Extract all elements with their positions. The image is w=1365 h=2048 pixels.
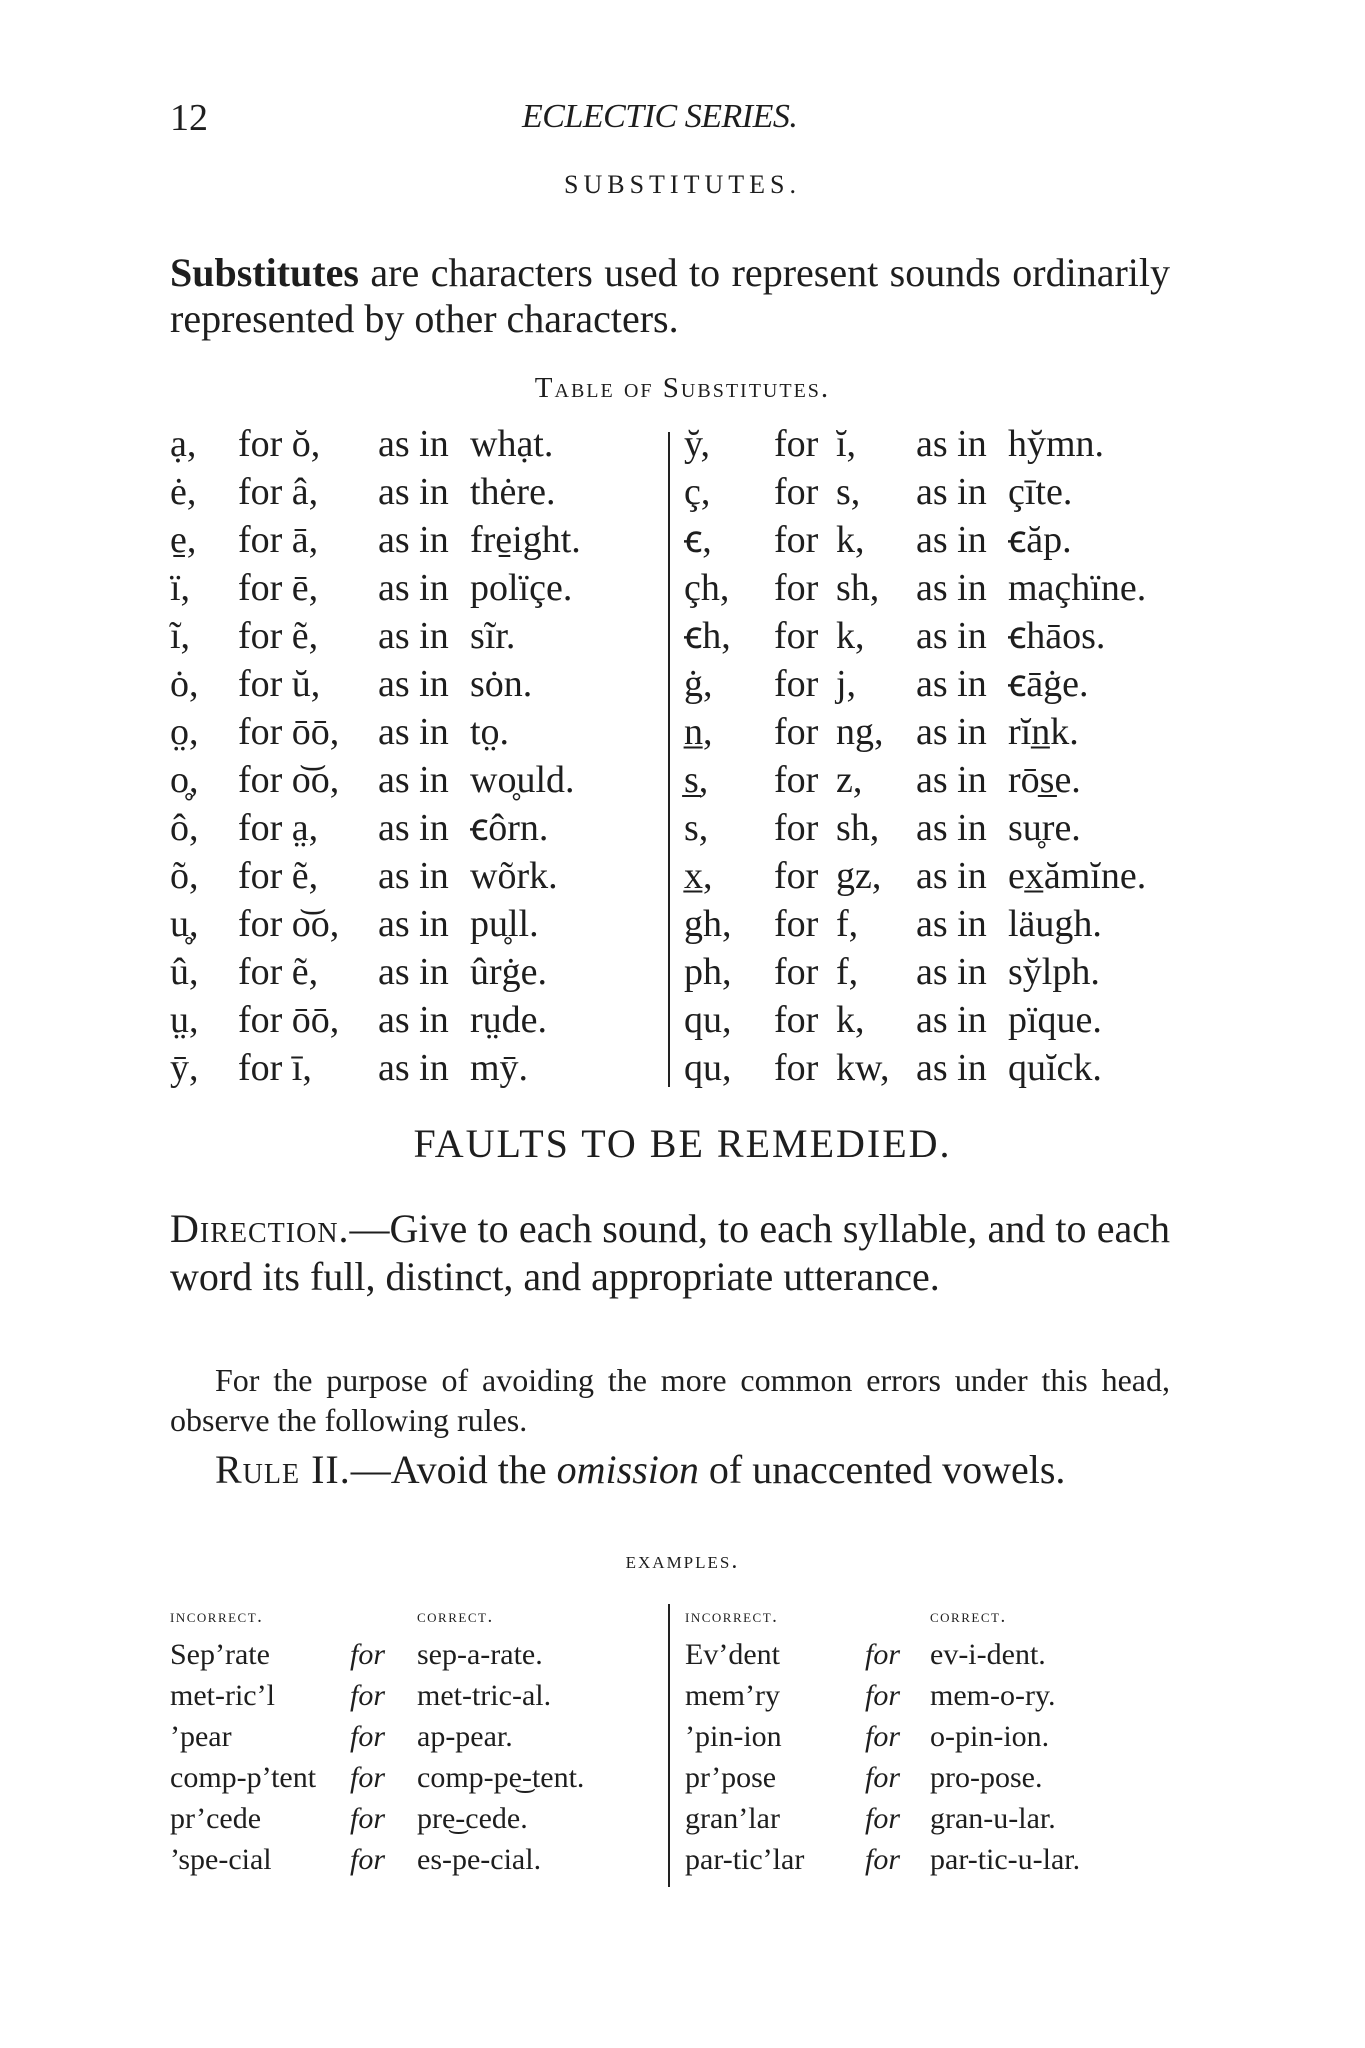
substitute-for: for [774, 615, 819, 657]
substitute-char: ạ, [170, 423, 197, 465]
example-incorrect: gran’lar [685, 1802, 780, 1835]
example-incorrect: Ev’dent [685, 1638, 780, 1671]
substitute-example-word: quĭck. [1008, 1047, 1102, 1089]
substitutes-table [170, 420, 1210, 1100]
substitute-as-in: as in [916, 711, 987, 753]
substitute-char: ç, [684, 471, 711, 513]
substitute-for: for [774, 759, 819, 801]
substitute-as-in: as in [916, 999, 987, 1041]
running-title: ECLECTIC SERIES. [522, 98, 798, 135]
substitute-for: for [774, 807, 819, 849]
substitute-example-word: sȯn. [470, 663, 533, 705]
example-incorrect: Sep’rate [170, 1638, 270, 1671]
substitute-char: y̆, [684, 423, 711, 465]
correct-header: correct. [930, 1606, 1007, 1627]
substitute-char: o̥, [170, 759, 199, 801]
direction-paragraph [170, 1205, 1170, 1301]
intro-text: are characters used to represent sounds ordinarily represented by other characters. [170, 250, 1170, 341]
substitute-as-in: as in [916, 423, 987, 465]
substitute-as-in: as in [916, 807, 987, 849]
purpose-paragraph: For the purpose of avoiding the more common errors under this head, observe the following rules. [170, 1362, 1170, 1438]
substitute-char: n̲, [684, 711, 713, 753]
example-row [685, 1675, 1185, 1716]
substitute-for: for ŏ, [238, 423, 321, 465]
example-incorrect: mem’ry [685, 1679, 780, 1712]
example-for: for [350, 1638, 386, 1671]
example-for: for [350, 1802, 386, 1835]
substitute-example-word: rōs̲e. [1008, 759, 1081, 801]
substitute-char: ꞓ, [684, 519, 712, 561]
substitute-char: gh, [684, 903, 732, 945]
substitute-for: for ē, [238, 567, 319, 609]
example-incorrect: ’pin-ion [685, 1720, 782, 1753]
substitute-char: ṳ, [170, 999, 199, 1041]
examples-heading: examples. [625, 1548, 740, 1574]
substitute-example-word: ꞓhāos. [1008, 615, 1106, 657]
example-correct: sep-a-rate. [417, 1638, 543, 1671]
example-correct: par-tic-u-lar. [930, 1843, 1081, 1876]
running-head [170, 96, 1170, 144]
substitute-sound: z, [836, 759, 863, 801]
substitute-example-word: ûrġe. [470, 951, 548, 993]
substitute-example-word: pu̥ll. [470, 903, 539, 945]
substitute-for: for [774, 567, 819, 609]
example-incorrect: ’pear [170, 1720, 232, 1753]
substitute-as-in: as in [916, 903, 987, 945]
substitute-char: ġ, [684, 663, 713, 705]
substitute-example-word: hy̆mn. [1008, 423, 1105, 465]
substitute-example-word: läugh. [1008, 903, 1102, 945]
substitute-as-in: as in [378, 567, 449, 609]
substitute-for: for o͝o, [238, 903, 340, 945]
substitute-for: for [774, 471, 819, 513]
substitute-char: ꞓh, [684, 615, 731, 657]
page-number: 12 [170, 97, 208, 139]
substitute-as-in: as in [916, 567, 987, 609]
example-for: for [865, 1802, 901, 1835]
substitute-char: x̲, [684, 855, 713, 897]
substitute-for: for o͝o, [238, 759, 340, 801]
table-title: Table of Substitutes. [534, 372, 831, 404]
substitute-char: o̤, [170, 711, 199, 753]
substitute-as-in: as in [378, 759, 449, 801]
substitute-example-word: ꞓôrn. [470, 807, 549, 849]
substitute-char: qu, [684, 999, 732, 1041]
substitute-for: for ẽ, [238, 615, 319, 657]
example-correct: pre͜-cede. [417, 1802, 528, 1835]
substitute-sound: f, [836, 951, 859, 993]
substitute-for: for ẽ, [238, 855, 319, 897]
substitute-for: for ī, [238, 1047, 312, 1089]
substitute-char: u̥, [170, 903, 199, 945]
example-row [685, 1634, 1185, 1675]
substitute-for: for [774, 423, 819, 465]
incorrect-header: incorrect. [685, 1606, 779, 1627]
example-for: for [865, 1843, 901, 1876]
section-title: SUBSTITUTES. [564, 170, 801, 199]
substitute-as-in: as in [916, 1047, 987, 1089]
substitute-sound: sh, [836, 567, 880, 609]
example-correct: es-pe-cial. [417, 1843, 542, 1876]
substitute-char: ô, [170, 807, 199, 849]
substitute-sound: kw, [836, 1047, 890, 1089]
column-divider [668, 432, 670, 1087]
substitute-as-in: as in [378, 999, 449, 1041]
substitute-char: õ, [170, 855, 199, 897]
rule-emphasis: omission [556, 1447, 699, 1492]
substitute-example-word: thėre. [470, 471, 556, 513]
substitute-example-word: pïque. [1008, 999, 1102, 1041]
rule-heading [215, 1446, 1175, 1494]
substitute-example-word: su̥re. [1008, 807, 1081, 849]
example-incorrect: comp-p’tent [170, 1761, 317, 1794]
substitute-example-word: wo̥uld. [470, 759, 575, 801]
substitute-char: e̱, [170, 519, 197, 561]
substitute-char: û, [170, 951, 199, 993]
substitute-as-in: as in [916, 951, 987, 993]
example-row [170, 1675, 670, 1716]
example-correct: comp-pe͜-tent. [417, 1761, 585, 1794]
substitute-for: for ẽ, [238, 951, 319, 993]
substitute-sound: sh, [836, 807, 880, 849]
rule-text-before: —Avoid the [350, 1447, 557, 1492]
substitute-example-word: çīte. [1008, 471, 1073, 513]
example-correct: ap-pear. [417, 1720, 513, 1753]
example-incorrect: par-tic’lar [685, 1843, 805, 1876]
direction-label: Direction. [170, 1206, 350, 1251]
substitute-as-in: as in [916, 855, 987, 897]
substitute-example-word: whạt. [470, 423, 554, 465]
example-row [170, 1716, 670, 1757]
example-row [170, 1634, 670, 1675]
example-incorrect: met-ric’l [170, 1679, 275, 1712]
substitute-sound: k, [836, 615, 865, 657]
substitute-example-word: to̤. [470, 711, 510, 753]
example-row [685, 1798, 1185, 1839]
substitute-for: for [774, 903, 819, 945]
correct-header: correct. [417, 1606, 494, 1627]
substitute-char: ȯ, [170, 663, 199, 705]
substitute-as-in: as in [916, 519, 987, 561]
substitute-sound: f, [836, 903, 859, 945]
rule-text-after: of unaccented vowels. [698, 1447, 1066, 1492]
substitute-example-word: ꞓāġe. [1008, 663, 1089, 705]
faults-heading: FAULTS TO BE REMEDIED. [413, 1121, 952, 1166]
example-for: for [865, 1638, 901, 1671]
substitute-for: for ōō, [238, 999, 340, 1041]
substitute-sound: k, [836, 999, 865, 1041]
example-incorrect: pr’cede [170, 1802, 262, 1835]
substitute-as-in: as in [378, 615, 449, 657]
substitute-for: for [774, 999, 819, 1041]
substitute-char: ph, [684, 951, 732, 993]
substitute-as-in: as in [916, 471, 987, 513]
substitute-as-in: as in [378, 855, 449, 897]
intro-term: Substitutes [170, 250, 359, 295]
direction-text: —Give to each sound, to each syllable, and to each word its full, distinct, and appropriate utterance. [170, 1206, 1170, 1299]
substitute-example-word: mȳ. [470, 1047, 529, 1089]
substitute-for: for [774, 1047, 819, 1089]
substitute-as-in: as in [378, 807, 449, 849]
example-row [685, 1839, 1185, 1880]
example-row [170, 1798, 670, 1839]
example-row [170, 1839, 670, 1880]
substitute-for: for a̤, [238, 807, 319, 849]
example-for: for [865, 1720, 901, 1753]
example-for: for [865, 1679, 901, 1712]
example-row [170, 1757, 670, 1798]
example-row [685, 1757, 1185, 1798]
intro-paragraph [170, 250, 1170, 342]
substitute-example-word: wõrk. [470, 855, 558, 897]
example-for: for [350, 1679, 386, 1712]
substitute-example-word: ex̲ămĭne. [1008, 855, 1147, 897]
substitute-as-in: as in [916, 759, 987, 801]
substitute-for: for ā, [238, 519, 319, 561]
substitute-char: qu, [684, 1047, 732, 1089]
substitute-as-in: as in [378, 903, 449, 945]
substitute-for: for ōō, [238, 711, 340, 753]
substitute-char: s̲, [684, 759, 709, 801]
substitute-char: ĩ, [170, 615, 191, 657]
substitute-sound: gz, [836, 855, 882, 897]
example-incorrect: pr’pose [685, 1761, 777, 1794]
example-for: for [350, 1720, 386, 1753]
substitute-example-word: polïçe. [470, 567, 573, 609]
examples-header-row [685, 1600, 1185, 1634]
substitute-for: for [774, 519, 819, 561]
substitute-sound: k, [836, 519, 865, 561]
substitute-char: çh, [684, 567, 730, 609]
substitute-sound: s, [836, 471, 861, 513]
examples-divider [668, 1604, 670, 1887]
substitute-for: for [774, 855, 819, 897]
substitute-example-word: rĭn̲k. [1008, 711, 1079, 753]
rule-label: Rule II. [215, 1447, 351, 1492]
substitute-example-word: rṳde. [470, 999, 548, 1041]
example-correct: ev-i-dent. [930, 1638, 1046, 1671]
example-correct: gran-u-lar. [930, 1802, 1056, 1835]
substitute-as-in: as in [378, 711, 449, 753]
substitute-as-in: as in [916, 663, 987, 705]
substitute-example-word: sĩr. [470, 615, 516, 657]
example-correct: mem-o-ry. [930, 1679, 1056, 1712]
substitute-sound: ng, [836, 711, 884, 753]
substitute-char: s, [684, 807, 709, 849]
example-correct: pro-pose. [930, 1761, 1043, 1794]
substitute-for: for ŭ, [238, 663, 321, 705]
substitute-char: ȳ, [170, 1047, 199, 1089]
example-incorrect: ’spe-cial [170, 1843, 272, 1876]
substitute-sound: ĭ, [836, 423, 857, 465]
substitute-char: ï, [170, 567, 191, 609]
incorrect-header: incorrect. [170, 1606, 264, 1627]
substitute-as-in: as in [378, 663, 449, 705]
examples-header-row [170, 1600, 670, 1634]
examples-left-column [170, 1600, 670, 1880]
substitute-as-in: as in [378, 1047, 449, 1089]
substitute-example-word: sy̆lph. [1008, 951, 1100, 993]
substitute-example-word: maçhïne. [1008, 567, 1147, 609]
example-for: for [865, 1761, 901, 1794]
example-for: for [350, 1761, 386, 1794]
substitute-example-word: fre̱ight. [470, 519, 581, 561]
substitute-as-in: as in [378, 519, 449, 561]
substitute-sound: j, [836, 663, 857, 705]
substitute-as-in: as in [378, 951, 449, 993]
substitute-as-in: as in [916, 615, 987, 657]
example-for: for [350, 1843, 386, 1876]
substitute-for: for â, [238, 471, 319, 513]
example-correct: o-pin-ion. [930, 1720, 1050, 1753]
substitute-for: for [774, 951, 819, 993]
substitute-example-word: ꞓăp. [1008, 519, 1072, 561]
substitute-char: ė, [170, 471, 197, 513]
examples-table [170, 1600, 1210, 1900]
substitute-for: for [774, 711, 819, 753]
substitute-as-in: as in [378, 423, 449, 465]
substitute-for: for [774, 663, 819, 705]
example-correct: met-tric-al. [417, 1679, 552, 1712]
substitute-as-in: as in [378, 471, 449, 513]
examples-right-column [685, 1600, 1185, 1880]
example-row [685, 1716, 1185, 1757]
